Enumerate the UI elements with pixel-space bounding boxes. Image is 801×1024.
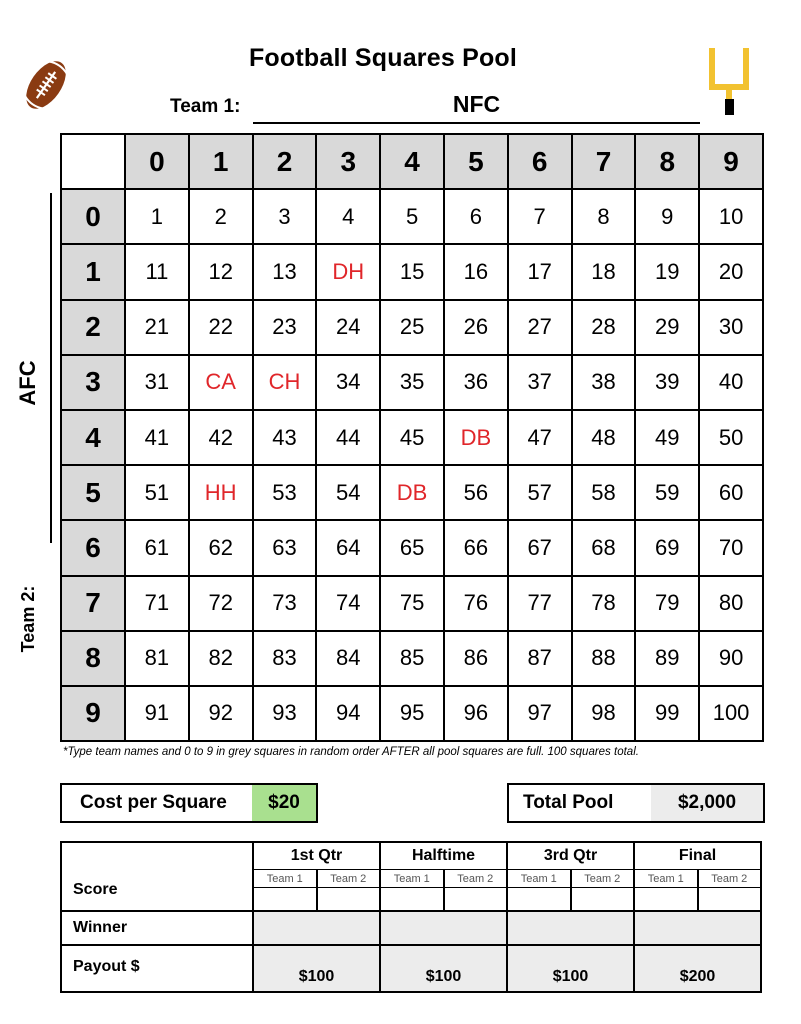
payout-amount: $200 <box>634 945 761 992</box>
grid-square[interactable]: 93 <box>253 686 317 741</box>
grid-square[interactable]: 35 <box>380 355 444 410</box>
grid-square[interactable]: 18 <box>572 244 636 299</box>
grid-square[interactable]: 37 <box>508 355 572 410</box>
team1-label: Team 1: <box>170 96 241 117</box>
period-header: Halftime <box>380 842 507 870</box>
grid-square[interactable]: 81 <box>125 631 189 686</box>
grid-square[interactable]: 26 <box>444 300 508 355</box>
grid-square[interactable]: 25 <box>380 300 444 355</box>
grid-square[interactable]: 54 <box>316 465 380 520</box>
grid-square[interactable]: 57 <box>508 465 572 520</box>
total-pool-label: Total Pool <box>523 792 614 813</box>
winner-input[interactable] <box>253 911 380 945</box>
page-title: Football Squares Pool <box>248 44 518 72</box>
grid-square[interactable]: 78 <box>572 576 636 631</box>
grid-square[interactable]: 2 <box>189 189 253 244</box>
team1-sublabel: Team 1 <box>634 870 698 888</box>
score-input[interactable] <box>698 888 762 912</box>
grid-square[interactable]: 74 <box>316 576 380 631</box>
team1-sublabel: Team 1 <box>380 870 444 888</box>
grid-square[interactable]: 70 <box>699 520 763 575</box>
team1-sublabel: Team 1 <box>507 870 571 888</box>
grid-square[interactable]: 8 <box>572 189 636 244</box>
grid-square[interactable]: 49 <box>635 410 699 465</box>
grid-square[interactable]: 53 <box>253 465 317 520</box>
grid-square[interactable]: 28 <box>572 300 636 355</box>
grid-square[interactable]: 90 <box>699 631 763 686</box>
grid-square[interactable]: 96 <box>444 686 508 741</box>
grid-square[interactable]: 4 <box>316 189 380 244</box>
grid-square[interactable]: 61 <box>125 520 189 575</box>
grid-square[interactable]: 59 <box>635 465 699 520</box>
column-header[interactable]: 4 <box>380 134 444 189</box>
grid-square[interactable]: 88 <box>572 631 636 686</box>
cost-per-square-box <box>60 783 318 823</box>
grid-square[interactable]: 7 <box>508 189 572 244</box>
grid-square[interactable]: 44 <box>316 410 380 465</box>
score-input[interactable] <box>444 888 508 912</box>
grid-square[interactable]: 83 <box>253 631 317 686</box>
cost-per-square-label: Cost per Square <box>80 792 227 813</box>
grid-square[interactable]: 72 <box>189 576 253 631</box>
cost-per-square-value[interactable]: $20 <box>252 785 316 821</box>
row-header[interactable]: 2 <box>61 300 125 355</box>
team1-name-underline <box>253 122 700 124</box>
grid-square[interactable]: 85 <box>380 631 444 686</box>
grid-corner <box>61 134 125 189</box>
grid-square[interactable]: 100 <box>699 686 763 741</box>
row-header[interactable]: 1 <box>61 244 125 299</box>
grid-square[interactable]: 63 <box>253 520 317 575</box>
grid-square[interactable]: 58 <box>572 465 636 520</box>
grid-square[interactable]: 29 <box>635 300 699 355</box>
grid-square[interactable]: 42 <box>189 410 253 465</box>
payout-corner <box>61 842 253 870</box>
grid-square[interactable]: 11 <box>125 244 189 299</box>
grid-square[interactable]: 31 <box>125 355 189 410</box>
payout-amount: $100 <box>380 945 507 992</box>
grid-square[interactable]: 15 <box>380 244 444 299</box>
payout-amount: $100 <box>507 945 634 992</box>
grid-square[interactable]: 20 <box>699 244 763 299</box>
team1-name[interactable]: NFC <box>452 91 501 117</box>
grid-square[interactable]: DH <box>316 244 380 299</box>
column-header[interactable]: 2 <box>253 134 317 189</box>
grid-square[interactable]: 69 <box>635 520 699 575</box>
score-input[interactable] <box>507 888 571 912</box>
grid-square[interactable]: 68 <box>572 520 636 575</box>
grid-square[interactable]: 76 <box>444 576 508 631</box>
winner-input[interactable] <box>634 911 761 945</box>
grid-square[interactable]: 51 <box>125 465 189 520</box>
team2-name-underline <box>50 193 52 543</box>
grid-square[interactable]: 95 <box>380 686 444 741</box>
grid-square[interactable]: 65 <box>380 520 444 575</box>
grid-square[interactable]: 64 <box>316 520 380 575</box>
grid-square[interactable]: 48 <box>572 410 636 465</box>
grid-square[interactable]: HH <box>189 465 253 520</box>
grid-square[interactable]: 73 <box>253 576 317 631</box>
grid-square[interactable]: 66 <box>444 520 508 575</box>
column-header[interactable]: 5 <box>444 134 508 189</box>
grid-square[interactable]: 98 <box>572 686 636 741</box>
grid-square[interactable]: 80 <box>699 576 763 631</box>
grid-square[interactable]: 23 <box>253 300 317 355</box>
grid-square[interactable]: 30 <box>699 300 763 355</box>
grid-square[interactable]: 86 <box>444 631 508 686</box>
grid-square[interactable]: 79 <box>635 576 699 631</box>
score-input[interactable] <box>634 888 698 912</box>
grid-square[interactable]: 40 <box>699 355 763 410</box>
grid-square[interactable]: 12 <box>189 244 253 299</box>
row-header[interactable]: 8 <box>61 631 125 686</box>
squares-grid <box>60 133 764 742</box>
grid-square[interactable]: 67 <box>508 520 572 575</box>
grid-square[interactable]: 21 <box>125 300 189 355</box>
grid-square[interactable]: 17 <box>508 244 572 299</box>
grid-square[interactable]: CA <box>189 355 253 410</box>
team2-sublabel: Team 2 <box>571 870 635 888</box>
grid-square[interactable]: 45 <box>380 410 444 465</box>
team2-sublabel: Team 2 <box>317 870 381 888</box>
grid-square[interactable]: 99 <box>635 686 699 741</box>
winner-input[interactable] <box>507 911 634 945</box>
grid-square[interactable]: 84 <box>316 631 380 686</box>
team2-label: Team 2: <box>18 585 38 653</box>
grid-square[interactable]: 89 <box>635 631 699 686</box>
row-header[interactable]: 0 <box>61 189 125 244</box>
row-header[interactable]: 4 <box>61 410 125 465</box>
payout-amount: $100 <box>253 945 380 992</box>
column-header[interactable]: 3 <box>316 134 380 189</box>
score-row-label: Score <box>61 870 253 912</box>
score-input[interactable] <box>317 888 381 912</box>
total-pool-box <box>507 783 765 823</box>
grid-square[interactable]: 6 <box>444 189 508 244</box>
period-header: 3rd Qtr <box>507 842 634 870</box>
grid-square[interactable]: 41 <box>125 410 189 465</box>
grid-square[interactable]: 94 <box>316 686 380 741</box>
column-header[interactable]: 1 <box>189 134 253 189</box>
grid-square[interactable]: 27 <box>508 300 572 355</box>
winner-row-label: Winner <box>61 911 253 945</box>
period-header: 1st Qtr <box>253 842 380 870</box>
row-header[interactable]: 9 <box>61 686 125 741</box>
grid-square[interactable]: 1 <box>125 189 189 244</box>
goalpost-icon <box>700 44 758 118</box>
row-header[interactable]: 7 <box>61 576 125 631</box>
grid-square[interactable]: 75 <box>380 576 444 631</box>
column-header[interactable]: 6 <box>508 134 572 189</box>
grid-square[interactable]: DB <box>444 410 508 465</box>
football-icon <box>20 55 72 115</box>
grid-square[interactable]: 91 <box>125 686 189 741</box>
grid-square[interactable]: CH <box>253 355 317 410</box>
grid-square[interactable]: 97 <box>508 686 572 741</box>
grid-square[interactable]: DB <box>380 465 444 520</box>
grid-square[interactable]: 82 <box>189 631 253 686</box>
grid-square[interactable]: 92 <box>189 686 253 741</box>
winner-input[interactable] <box>380 911 507 945</box>
grid-square[interactable]: 16 <box>444 244 508 299</box>
grid-square[interactable]: 47 <box>508 410 572 465</box>
grid-square[interactable]: 13 <box>253 244 317 299</box>
payout-table <box>60 841 762 993</box>
grid-square[interactable]: 60 <box>699 465 763 520</box>
grid-square[interactable]: 10 <box>699 189 763 244</box>
team2-sublabel: Team 2 <box>444 870 508 888</box>
grid-square[interactable]: 5 <box>380 189 444 244</box>
score-input[interactable] <box>571 888 635 912</box>
total-pool-value: $2,000 <box>651 785 763 821</box>
grid-square[interactable]: 39 <box>635 355 699 410</box>
grid-square[interactable]: 87 <box>508 631 572 686</box>
grid-square[interactable]: 24 <box>316 300 380 355</box>
grid-square[interactable]: 56 <box>444 465 508 520</box>
grid-square[interactable]: 22 <box>189 300 253 355</box>
grid-square[interactable]: 19 <box>635 244 699 299</box>
grid-square[interactable]: 77 <box>508 576 572 631</box>
team2-name[interactable]: AFC <box>15 360 40 406</box>
row-header[interactable]: 6 <box>61 520 125 575</box>
column-header[interactable]: 9 <box>699 134 763 189</box>
grid-square[interactable]: 62 <box>189 520 253 575</box>
column-header[interactable]: 0 <box>125 134 189 189</box>
column-header[interactable]: 7 <box>572 134 636 189</box>
grid-square[interactable]: 71 <box>125 576 189 631</box>
grid-square[interactable]: 34 <box>316 355 380 410</box>
grid-square[interactable]: 50 <box>699 410 763 465</box>
score-input[interactable] <box>380 888 444 912</box>
column-header[interactable]: 8 <box>635 134 699 189</box>
team2-sublabel: Team 2 <box>698 870 762 888</box>
instructions-note: *Type team names and 0 to 9 in grey squares in random order AFTER all pool squares are full. 100 squares total. <box>63 746 639 758</box>
payout-row-label: Payout $ <box>61 945 253 992</box>
team1-sublabel: Team 1 <box>253 870 317 888</box>
grid-square[interactable]: 38 <box>572 355 636 410</box>
grid-square[interactable]: 9 <box>635 189 699 244</box>
score-input[interactable] <box>253 888 317 912</box>
grid-square[interactable]: 43 <box>253 410 317 465</box>
grid-square[interactable]: 3 <box>253 189 317 244</box>
row-header[interactable]: 3 <box>61 355 125 410</box>
period-header: Final <box>634 842 761 870</box>
grid-square[interactable]: 36 <box>444 355 508 410</box>
row-header[interactable]: 5 <box>61 465 125 520</box>
